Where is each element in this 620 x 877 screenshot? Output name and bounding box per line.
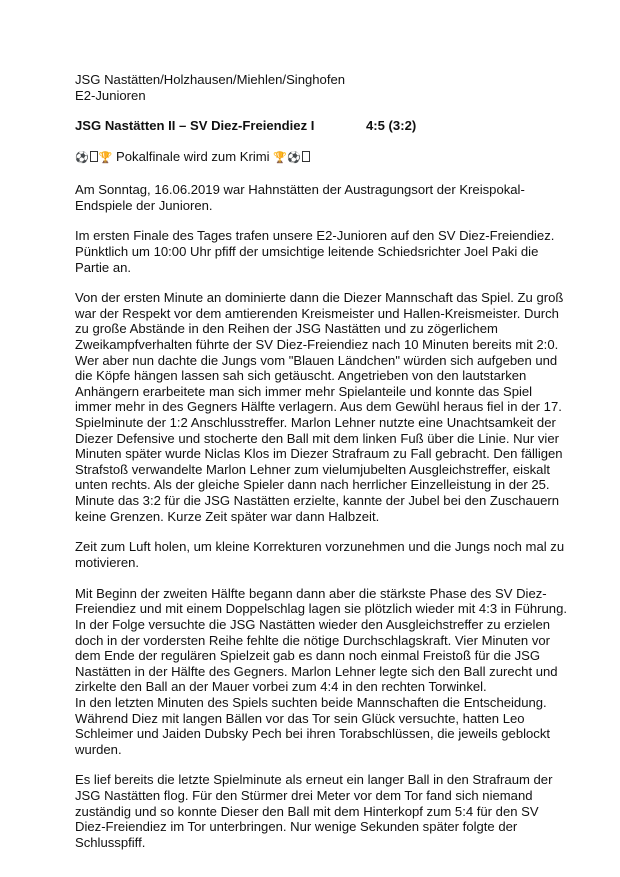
paragraph: [75, 585, 568, 758]
spacer: [75, 103, 555, 118]
headline: [75, 149, 555, 167]
text-line: Partie an.: [75, 259, 132, 275]
paragraph: [75, 228, 555, 275]
article-body: [75, 167, 568, 851]
team-name: E2-Junioren: [75, 87, 146, 103]
paragraph: [75, 772, 555, 850]
text-line: In den letzten Minuten des Spiels suchten beide Mannschaften die Entscheidung.: [75, 694, 547, 710]
text-line: Diez-Freiendiez im Tor unterbringen. Nur wenige Sekunden später folgte der: [75, 819, 518, 835]
text-line: Schleimer und Jaiden Dubsky Pech bei ihren Torabschlüssen, die jeweils geblockt: [75, 726, 551, 742]
match-score: 4:5 (3:2): [366, 118, 417, 134]
spacer: [75, 275, 555, 290]
text-line: Spielminute der 1:2 Anschlusstreffer. Marlon Lehner nutzte eine Unachtsamkeit der: [75, 415, 556, 431]
text-line: Wer aber nun dachte die Jungs vom "Blauen Ländchen" würden sich aufgeben und: [75, 352, 558, 368]
text-line: Freiendiez und mit einem Doppelschlag lagen sie plötzlich wieder mit 4:3 in Führung.: [75, 601, 568, 617]
club-name: JSG Nastätten/Holzhausen/Miehlen/Singhofen: [75, 72, 346, 87]
text-line: Anhängern erarbeitete man sich immer mehr Spielanteile und konnte das Spiel: [75, 383, 533, 399]
text-line: Strafstoß verwandelte Marlon Lehner zum vielumjubelten Ausgleichstreffer, eiskalt: [75, 461, 551, 477]
text-line: Diezer Defensive und stocherte den Ball mit dem linken Fuß über die Linie. Nur vier: [75, 430, 559, 446]
text-line: zirkelte den Ball an der Mauer vorbei zum 4:4 in den rechten Torwinkel.: [75, 679, 487, 695]
text-line: die Köpfe hängen lassen sah sich getäuscht. Angetrieben von den lautstarken: [75, 368, 527, 384]
text-line: Mit Beginn der zweiten Hälfte begann dann aber die stärkste Phase des SV Diez-: [75, 585, 547, 601]
text-line: immer mehr in des Gegners Hälfte verlagern. Aus dem Gewühl heraus fiel in der 17.: [75, 399, 562, 415]
text-line: Zeit zum Luft holen, um kleine Korrekturen vorzunehmen und die Jungs noch mal zu: [75, 539, 565, 555]
text-line: unten rechts. Als der gleiche Spieler dann nach herrlicher Einzelleistung in der 25.: [75, 477, 550, 493]
paragraph: [75, 182, 555, 213]
text-line: Am Sonntag, 16.06.2019 war Hahnstätten der Austragungsort der Kreispokal-: [75, 181, 525, 197]
text-line: Endspiele der Junioren.: [75, 197, 213, 213]
text-line: Im ersten Finale des Tages trafen unsere E2-Junioren auf den SV Diez-Freiendiez.: [75, 228, 555, 244]
spacer: [75, 757, 555, 772]
text-line: dem Ende der regulären Spielzeit gab es dann noch einmal Freistoß für die JSG: [75, 648, 541, 664]
missing-glyph-icon: [90, 151, 98, 162]
text-line: In der Folge versuchte die JSG Nastätten wieder den Ausgleichstreffer zu erzielen: [75, 616, 551, 632]
text-line: war der Respekt vor dem amtierenden Kreismeister und Hallen-Kreismeister. Durch: [75, 305, 559, 321]
text-line: Schlusspfiff.: [75, 834, 146, 850]
text-line: zuständig und so konnte Dieser den Ball mit dem Hinterkopf zum 5:4 für den SV: [75, 803, 539, 819]
trophy-icon: 🏆: [98, 152, 113, 165]
trophy-icon: 🏆: [273, 152, 287, 165]
match-line: [75, 118, 555, 134]
spacer: [75, 524, 555, 539]
text-line: Es lief bereits die letzte Spielminute als erneut ein langer Ball in den Strafraum der: [75, 772, 553, 788]
text-line: motivieren.: [75, 554, 140, 570]
text-line: zu große Abstände in den Reihen der JSG Nastätten und zu zögerlichem: [75, 321, 498, 337]
paragraph: [75, 539, 565, 570]
spacer: [75, 167, 555, 182]
paragraph: [75, 290, 564, 524]
document-page: [75, 72, 568, 850]
soccer-ball-icon: ⚽: [75, 152, 89, 165]
text-line: Nastätten in der Hälfte des Gegners. Marlon Lehner legte sich den Ball zurecht und: [75, 663, 558, 679]
headline-text: Pokalfinale wird zum Krimi: [116, 149, 270, 165]
text-line: Minute das 3:2 für die JSG Nastätten erzielte, kannte der Jubel bei den Zuschauern: [75, 493, 560, 508]
text-line: keine Grenzen. Kurze Zeit später war dann Halbzeit.: [75, 508, 380, 524]
spacer: [75, 571, 555, 586]
spacer: [75, 213, 555, 228]
text-line: Pünktlich um 10:00 Uhr pfiff der umsichtige leitende Schiedsrichter Joel Paki die: [75, 243, 539, 259]
text-line: Zweikampfverhalten führte der SV Diez-Freiendiez nach 10 Minuten bereits mit 2:0.: [75, 337, 559, 353]
match-title: JSG Nastätten II – SV Diez-Freiendiez I: [75, 118, 315, 134]
soccer-ball-icon: ⚽: [286, 152, 301, 165]
missing-glyph-icon: [302, 151, 310, 162]
text-line: doch in der vordersten Reihe fehlte die nötige Durchschlagskraft. Vier Minuten vor: [75, 632, 551, 648]
text-line: JSG Nastätten flog. Für den Stürmer drei Meter vor dem Tor fand sich niemand: [75, 788, 533, 804]
spacer: [75, 134, 555, 149]
text-line: Minuten später wurde Niclas Klos im Diezer Strafraum zu Fall gebracht. Den fälligen: [75, 446, 563, 462]
text-line: wurden.: [75, 741, 122, 757]
text-line: Von der ersten Minute an dominierte dann die Diezer Mannschaft das Spiel. Zu groß: [75, 290, 564, 306]
text-line: Während Diez mit langen Bällen vor das Tor sein Glück versuchte, hatten Leo: [75, 710, 525, 726]
